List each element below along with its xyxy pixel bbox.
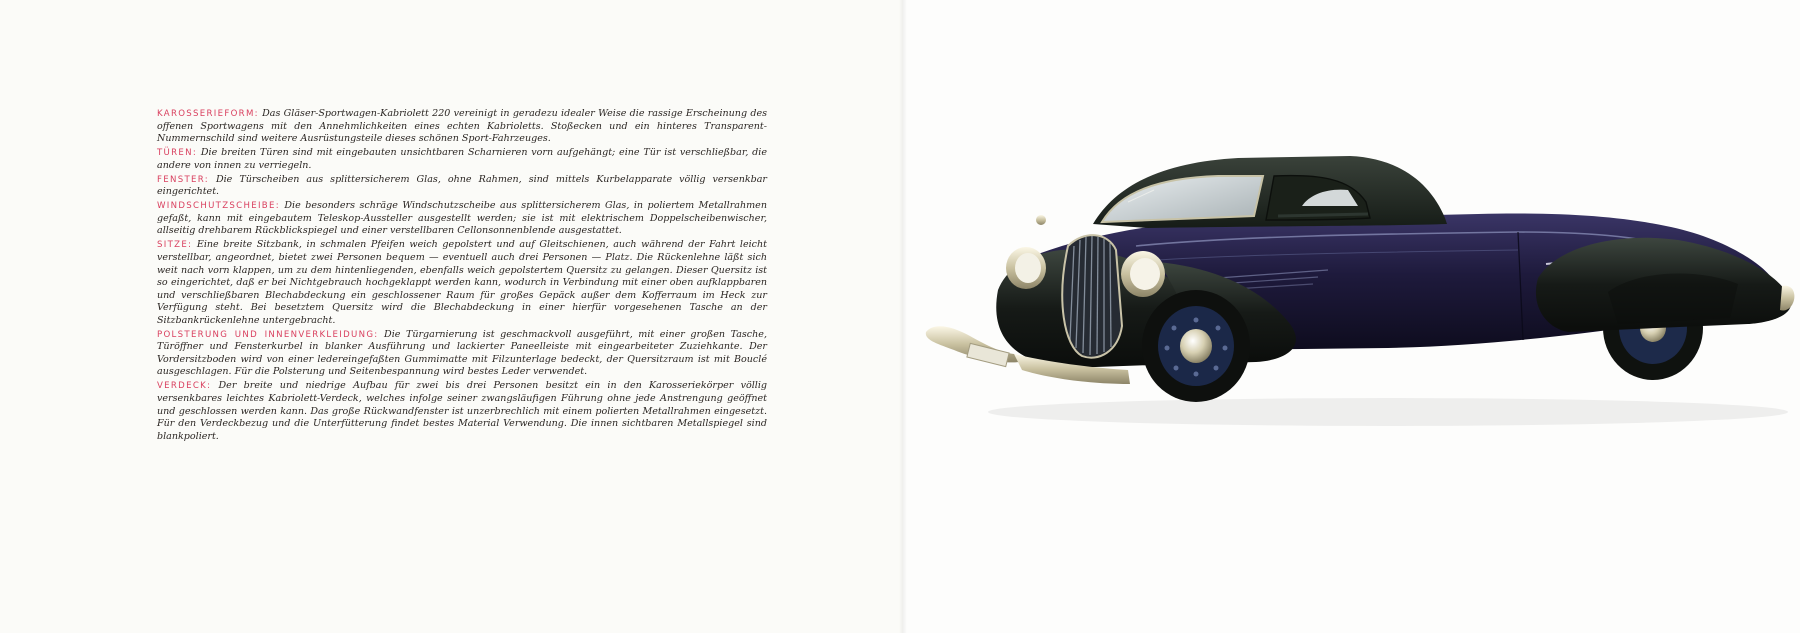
rear-bumper xyxy=(1780,286,1794,311)
specification-text xyxy=(157,108,767,445)
page-gutter xyxy=(899,0,907,633)
section-karosserieform xyxy=(157,108,767,146)
section-text: Die breiten Türen sind mit eingebauten unsichtbaren Scharnieren vorn aufgehängt; eine Tür ist verschließbar, die andere von innen zu verriegeln. xyxy=(157,147,767,171)
section-heading: KAROSSERIEFORM: xyxy=(157,109,259,119)
section-polsterung xyxy=(157,329,767,379)
section-text: Der breite und niedrige Aufbau für zwei bis drei Personen besitzt ein in den Karosseriekörper völlig versenkbares leichtes Kabriolett-Verdeck, welches infolge seiner zwangsläufigen Führung ohne jede Anstrengung geöffnet und geschlossen werden kann. Das große Rückwandfenster ist unzerbrechlich mit einem polierten Metallrahmen eingesetzt. Für den Verdeckbezug und die Unterfütterung findet bestes Material Verwendung. Die innen sichtbaren Metallspiegel sind blankpoliert. xyxy=(157,380,767,442)
rear-fender xyxy=(1536,238,1791,332)
section-sitze xyxy=(157,239,767,327)
car-illustration xyxy=(918,150,1798,490)
section-heading: POLSTERUNG UND INNENVERKLEIDUNG: xyxy=(157,329,379,340)
section-tueren xyxy=(157,147,767,172)
section-heading: VERDECK: xyxy=(157,381,212,392)
section-text: Das Gläser-Sportwagen-Kabriolett 220 vereinigt in geradezu idealer Weise die rassige Erscheinung des offenen Sportwagens mit den Annehmlichkeiten eines echten Kabrioletts. Stoßecken und ein hinteres Transparent-Nummernschild sind weitere Ausrüstungsteile dieses schönen Sport-Fahrzeuges. xyxy=(157,108,767,145)
section-verdeck xyxy=(157,380,767,443)
section-text: Die Türscheiben aus splittersicherem Glas, ohne Rahmen, sind mittels Kurbelapparate völlig versenkbar eingerichtet. xyxy=(157,173,767,198)
section-text: Eine breite Sitzbank, in schmalen Pfeifen weich gepolstert und auf Gleitschienen, auch während der Fahrt leicht verstellbar, angeordnet, bietet zwei Personen bequem — eventuell auch drei Personen — Platz. Die Rückenlehne läßt sich weit nach vorn klappen, um zu dem hintenliegenden, ebenfalls weich gepolstertem Quersitz zu gelangen. Dieser Quersitz ist so eingerichtet, daß er bei Nichtgebrauch hochgeklappt werden kann, wodurch in Verbindung mit einer oben aufklappbaren und verschließbaren Blechabdeckung ein geschlossener Raum für großes Gepäck außer dem Kofferraum im Heck zur Verfügung steht. Bei besetztem Quersitz wird die Blechabdeckung in einer hierfür vorgesehenen Tasche an der Sitzbankrückenlehne untergebracht. xyxy=(157,239,768,326)
section-text: Die Türgarnierung ist geschmackvoll ausgeführt, mit einer großen Tasche, Türöffner und Fensterkurbel in blanker Ausführung und lackierter Paneelleiste mit eingearbeiteter Zuziehkante. Der Vordersitzboden wird von einer ledereingefaßten Gummimatte mit Filzunterlage bedeckt, der Quersitzraum ist mit Bouclé ausgeschlagen. Für die Polsterung und Seitenbespannung wird bestes Leder verwendet. xyxy=(157,328,767,378)
car-shadow xyxy=(988,398,1788,426)
section-heading: WINDSCHUTZSCHEIBE: xyxy=(157,201,280,212)
section-heading: SITZE: xyxy=(157,240,193,251)
section-heading: TÜREN: xyxy=(157,148,198,159)
section-windschutzscheibe xyxy=(157,200,767,238)
convertible-top xyxy=(1093,156,1447,228)
section-fenster xyxy=(157,174,767,199)
section-heading: FENSTER: xyxy=(157,174,209,185)
front-wheel xyxy=(1142,290,1250,402)
section-text: Die besonders schräge Windschutzscheibe aus splittersicherem Glas, in poliertem Metallrahmen gefaßt, kann mit eingebautem Teleskop-Aussteller ausgestellt werden; sie ist mit elektrischem Doppelscheibenwischer, allseitig drehbarem Rückblickspiegel und einer verstellbaren Cellonsonnenblende ausgestattet. xyxy=(157,200,767,237)
